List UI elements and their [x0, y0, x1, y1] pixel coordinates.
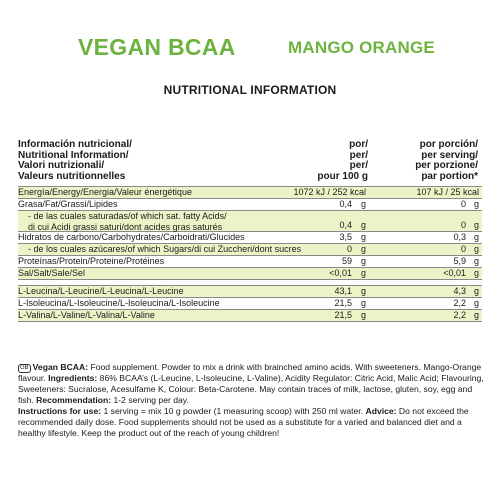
unit-per-serving: g: [473, 310, 479, 320]
recommendation-label: Recommendation:: [36, 395, 112, 405]
value-per-100g: 1072 kJ / 252 kcal: [293, 187, 366, 197]
row-label: Energía/Energy/Energia/Valeur énergétique: [18, 187, 192, 197]
header-label-line: Valori nutrizionali/: [18, 160, 105, 171]
nutrition-heading: NUTRITIONAL INFORMATION: [163, 83, 337, 97]
table-row-carbohydrates: [18, 232, 482, 243]
header-per-serving: [415, 140, 478, 182]
value-per-100g: 0,4: [339, 199, 352, 209]
row-label: L-Isoleucina/L-Isoleucine/L-Isoleucina/L-Isoleucine: [18, 298, 220, 308]
row-label: Proteínas/Protein/Proteine/Protéines: [18, 256, 165, 266]
row-label: L-Leucina/L-Leucine/L-Leucina/L-Leucine: [18, 286, 184, 296]
ingredients-label: Ingredients:: [48, 373, 98, 383]
value-per-serving: 5,9: [453, 256, 466, 266]
value-per-serving: 4,3: [453, 286, 466, 296]
unit-per-100g: g: [360, 298, 366, 308]
instructions-text: 1 serving = mix 10 g powder (1 measuring scoop) with 250 ml water.: [101, 406, 366, 416]
header-per-100g: [317, 140, 368, 182]
table-row-fat: [18, 199, 482, 210]
ingredients-text: 86% BCAA’s (L-Leucine, L-Isoleucine, L-Valine), Acidity Regulator: Citric Acid, Malic Acid; Flavouring, Sweeteners: Sucralose, Acesulfame K, Colour: Beta-Carotene. May contain traces of milk, lactose, gluten, soy, egg and fish.: [18, 373, 484, 405]
value-per-100g: 21,5: [334, 310, 352, 320]
title-row: [78, 34, 438, 62]
divider: [18, 321, 482, 322]
value-per-serving: 2,2: [453, 310, 466, 320]
unit-per-serving: g: [473, 199, 479, 209]
table-header: [18, 140, 482, 186]
value-per-serving: 0: [460, 199, 466, 209]
unit-per-100g: g: [360, 244, 366, 254]
header-col2-line: per porzione/: [415, 160, 478, 171]
nutrition-table: [18, 140, 482, 322]
unit-per-100g: g: [360, 256, 366, 266]
header-label: [18, 140, 132, 182]
value-per-100g: 0: [346, 244, 352, 254]
header-col2-line: por porción/: [419, 139, 478, 150]
product-name: VEGAN BCAA: [78, 34, 236, 60]
unit-per-100g: g: [360, 199, 366, 209]
table-row-salt: [18, 268, 482, 279]
description-paragraph: [18, 362, 484, 406]
table-row-leucine: [18, 286, 482, 297]
value-per-serving: 2,2: [453, 298, 466, 308]
value-per-serving: 0: [460, 220, 466, 230]
value-per-serving: 0,3: [453, 232, 466, 242]
description-text: Food supplement. Powder to mix a drink with brainched amino acids. With sweeteners. Mango-Orange flavour.: [18, 362, 482, 383]
table-row-energy: [18, 187, 482, 198]
table-row-sugars: [18, 244, 482, 255]
header-label-line: Información nutricional/: [18, 139, 132, 150]
value-per-100g: 59: [341, 256, 352, 266]
value-per-100g: 21,5: [334, 298, 352, 308]
language-badge: GB: [20, 365, 29, 371]
header-col1-line: por/: [349, 139, 368, 150]
product-flavour: MANGO ORANGE: [288, 38, 435, 57]
row-label-line: - de las cuales saturadas/of which sat. fatty Acids/: [28, 211, 227, 221]
value-per-serving: 0: [460, 244, 466, 254]
value-per-100g: <0,01: [329, 268, 352, 278]
unit-per-serving: g: [473, 256, 479, 266]
row-label: Grasa/Fat/Grassi/Lipides: [18, 199, 118, 209]
instructions-paragraph: [18, 406, 484, 439]
header-col1-line: pour 100 g: [317, 170, 368, 182]
unit-per-serving: g: [473, 298, 479, 308]
unit-per-100g: g: [360, 268, 366, 278]
unit-per-serving: g: [473, 220, 479, 230]
advice-text: Do not exceed the recommended daily dose. Food supplements should not be used as a substitute for a varied and balanced diet and a healthy lifestyle. Keep the product out of the reach of young children!: [18, 406, 469, 438]
table-row-protein: [18, 256, 482, 267]
advice-label: Advice:: [365, 406, 397, 416]
header-col2-line: per serving/: [421, 149, 478, 161]
value-per-serving: 107 kJ / 25 kcal: [416, 187, 479, 197]
instructions-label: Instructions for use:: [18, 406, 102, 416]
unit-per-100g: g: [360, 286, 366, 296]
table-row-isoleucine: [18, 298, 482, 309]
unit-per-serving: g: [473, 244, 479, 254]
unit-per-serving: g: [473, 268, 479, 278]
recommendation-text: 1-2 serving per day.: [111, 395, 189, 405]
row-label-line: di cui Acidi grassi saturi/dont acides gras saturés: [28, 222, 223, 232]
value-per-serving: <0,01: [443, 268, 466, 278]
value-per-100g: 0,4: [339, 220, 352, 230]
header-label-line: Valeurs nutritionnelles: [18, 170, 126, 182]
header-label-line: Nutritional Information/: [18, 149, 129, 161]
unit-per-serving: g: [473, 232, 479, 242]
value-per-100g: 3,5: [339, 232, 352, 242]
header-col1-line: per/: [349, 160, 368, 171]
row-label: Hidratos de carbono/Carbohydrates/Carboidrati/Glucides: [18, 232, 245, 242]
row-label: Sal/Salt/Sale/Sel: [18, 268, 86, 278]
unit-per-serving: g: [473, 286, 479, 296]
unit-per-100g: g: [360, 232, 366, 242]
row-label: - de los cuales azúcares/of which Sugars/di cui Zuccheri/dont sucres: [28, 244, 302, 254]
row-label: L-Valina/L-Valine/L-Valina/L-Valine: [18, 310, 155, 320]
table-row-saturates: [18, 211, 482, 231]
table-row-valine: [18, 310, 482, 321]
header-col1-line: per/: [349, 149, 368, 161]
row-label: [28, 211, 227, 233]
product-description: [18, 362, 484, 439]
unit-per-100g: g: [360, 220, 366, 230]
value-per-100g: 43,1: [334, 286, 352, 296]
header-col2-line: par portion*: [421, 170, 478, 182]
product-label: Vegan BCAA:: [32, 362, 89, 372]
unit-per-100g: g: [360, 310, 366, 320]
